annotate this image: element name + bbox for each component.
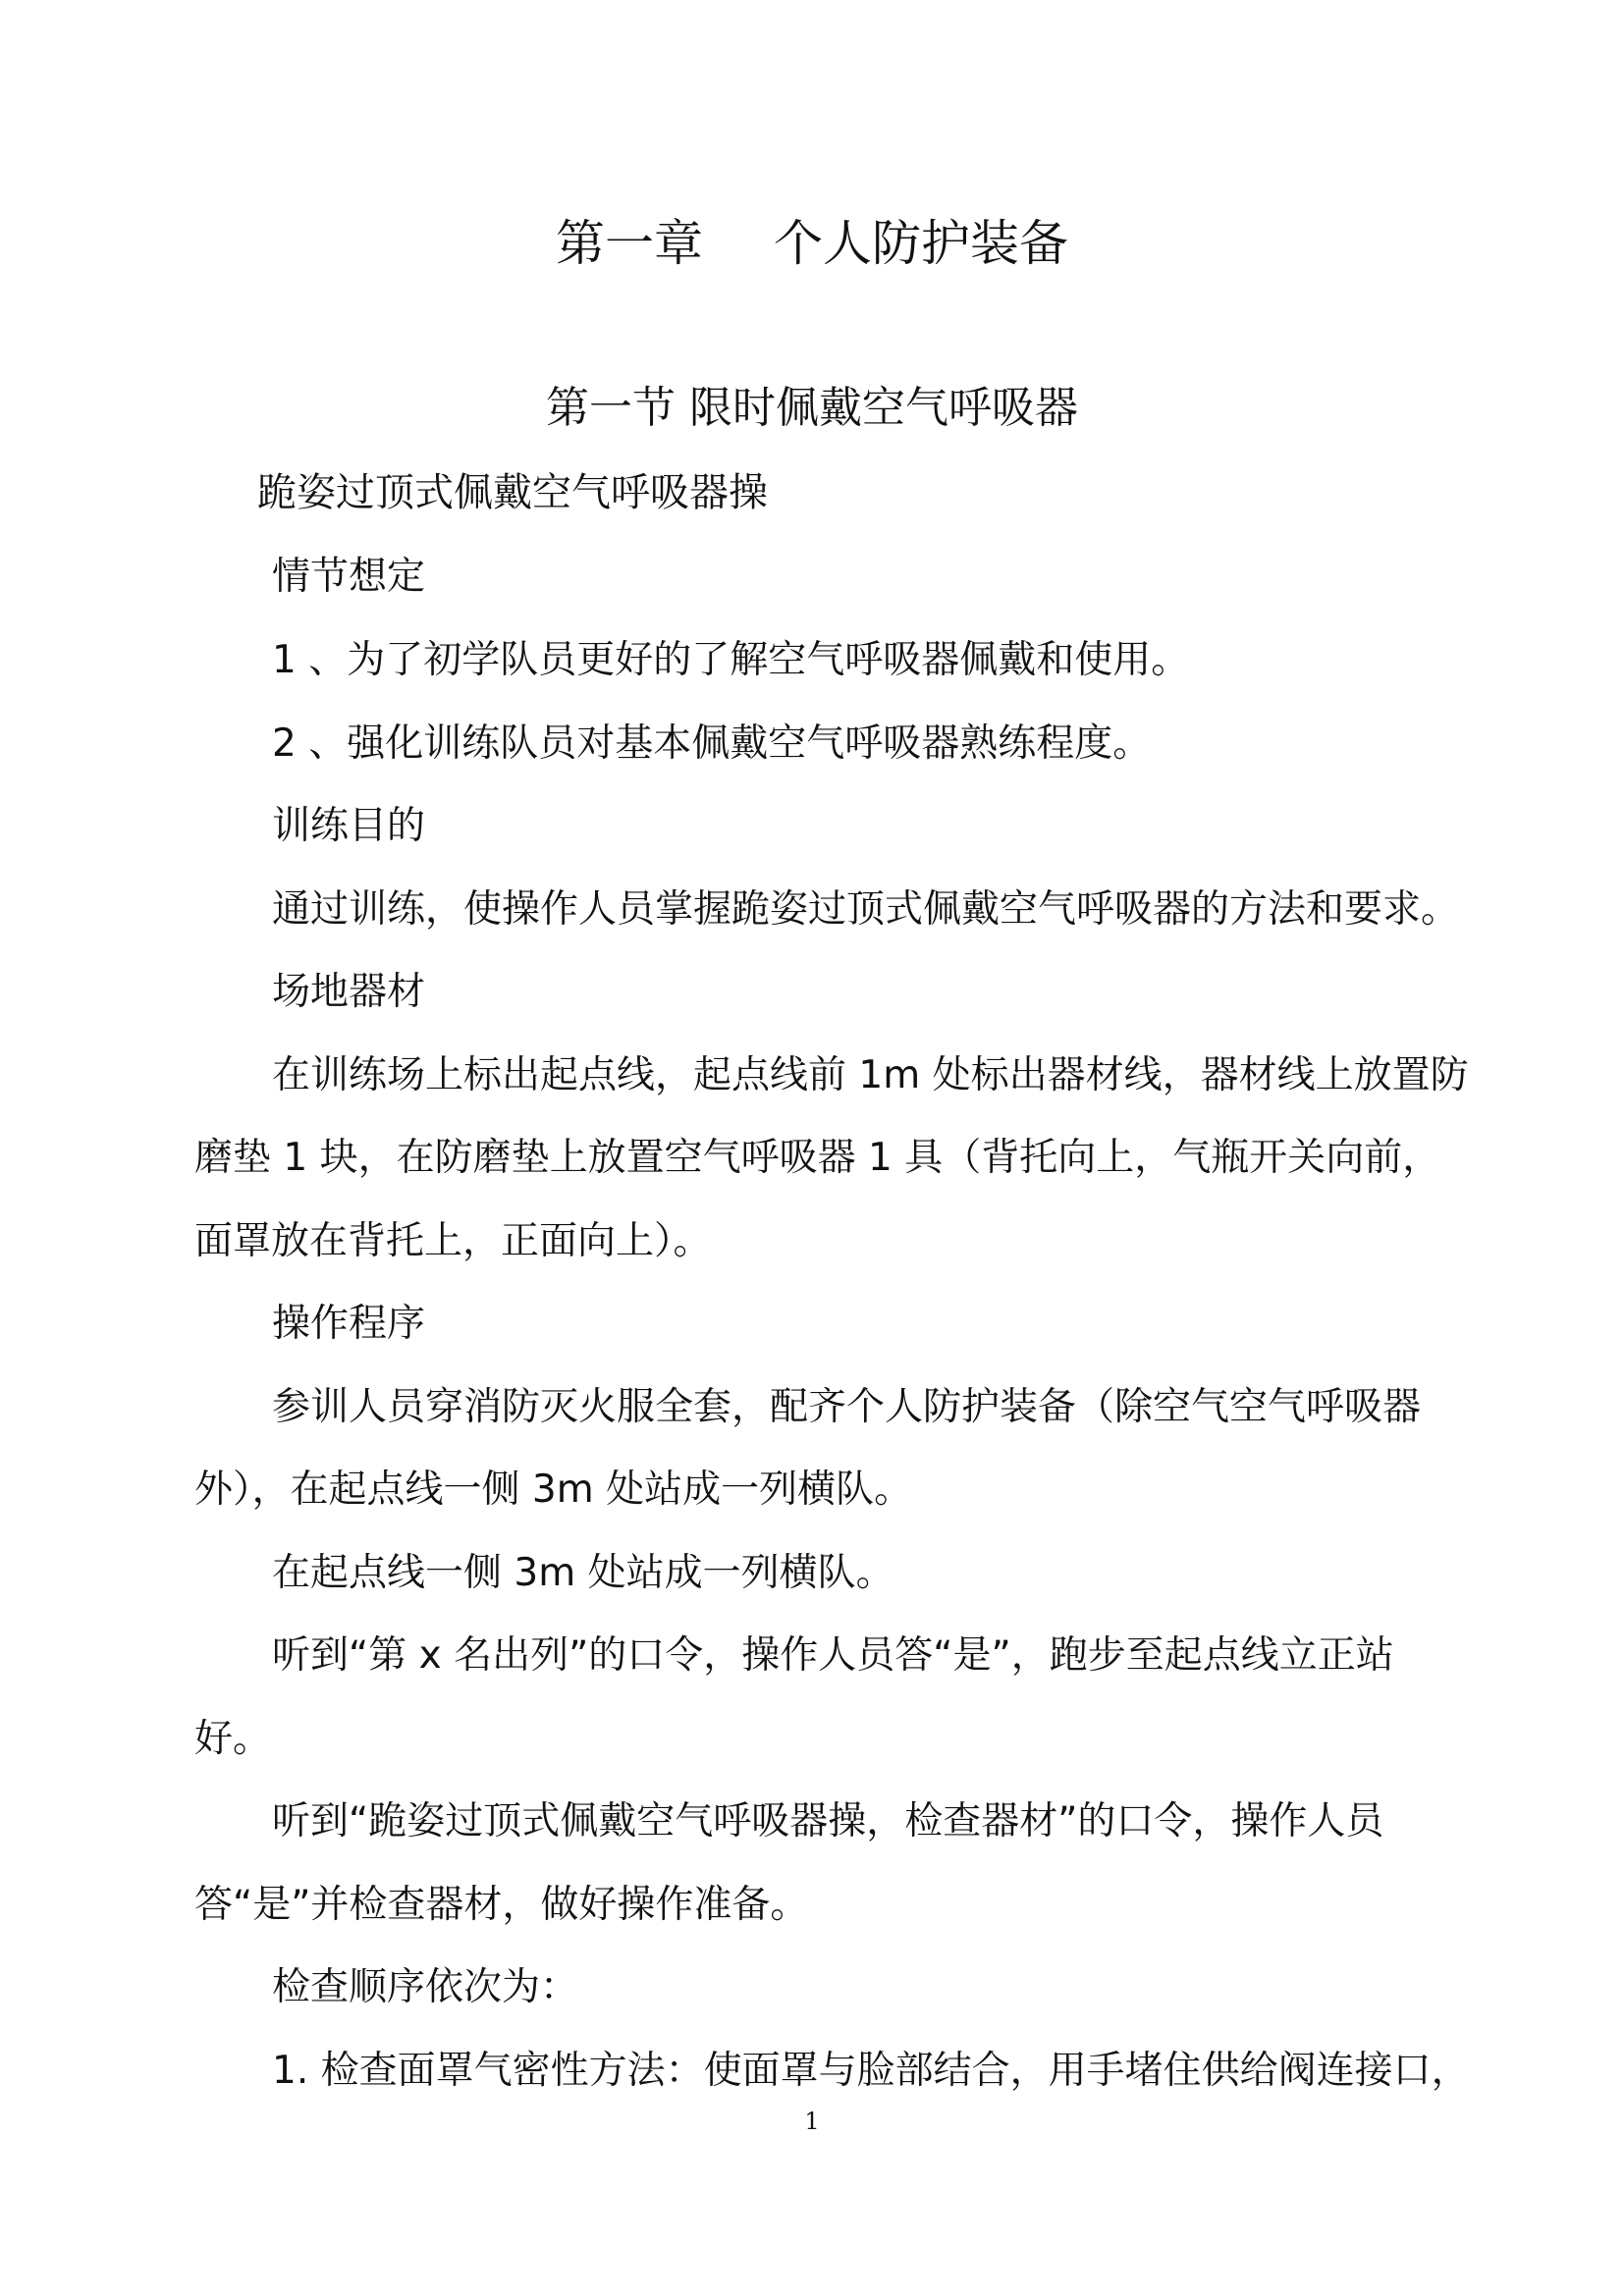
chapter-name: 个人防护装备 [774, 215, 1068, 272]
paragraph-line: 1. 检查面罩气密性方法：使面罩与脸部结合，用手堵住供给阀连接口， [272, 2049, 1470, 2093]
paragraph-line: 2 、强化训练队员对基本佩戴空气呼吸器熟练程度。 [272, 721, 1152, 766]
paragraph-line: 参训人员穿消防灭火服全套，配齐个人防护装备（除空气空气呼吸器 [272, 1385, 1422, 1429]
page-number: 1 [804, 2108, 820, 2135]
subtitle: 跪姿过顶式佩戴空气呼吸器操 [257, 470, 768, 515]
paragraph-line: 听到“跪姿过顶式佩戴空气呼吸器操，检查器材”的口令，操作人员 [272, 1799, 1384, 1843]
paragraph-line: 答“是”并检查器材，做好操作准备。 [194, 1883, 809, 1927]
paragraph-line: 外），在起点线一侧 3m 处站成一列横队。 [194, 1468, 913, 1512]
paragraph-line: 1 、为了初学队员更好的了解空气呼吸器佩戴和使用。 [272, 638, 1190, 682]
paragraph-line: 通过训练，使操作人员掌握跪姿过顶式佩戴空气呼吸器的方法和要求。 [272, 887, 1460, 932]
paragraph-line: 磨垫 1 块，在防磨垫上放置空气呼吸器 1 具（背托向上，气瓶开关向前， [194, 1136, 1441, 1180]
heading-equipment: 场地器材 [272, 970, 426, 1014]
paragraph-line: 面罩放在背托上，正面向上）。 [194, 1219, 712, 1263]
paragraph-line: 好。 [194, 1717, 272, 1761]
chapter-title [0, 214, 1624, 273]
paragraph-line: 在训练场上标出起点线，起点线前 1m 处标出器材线，器材线上放置防 [272, 1053, 1469, 1097]
heading-purpose: 训练目的 [272, 804, 426, 848]
paragraph-line: 在起点线一侧 3m 处站成一列横队。 [272, 1551, 894, 1595]
paragraph-line: 听到“第 x 名出列”的口令，操作人员答“是”，跑步至起点线立正站 [272, 1633, 1394, 1678]
paragraph-line: 检查顺序依次为： [272, 1965, 579, 2009]
section-title: 第一节 限时佩戴空气呼吸器 [546, 383, 1078, 433]
heading-procedure: 操作程序 [272, 1302, 426, 1346]
heading-scenario: 情节想定 [272, 555, 426, 599]
chapter-number: 第一章 [556, 215, 703, 272]
